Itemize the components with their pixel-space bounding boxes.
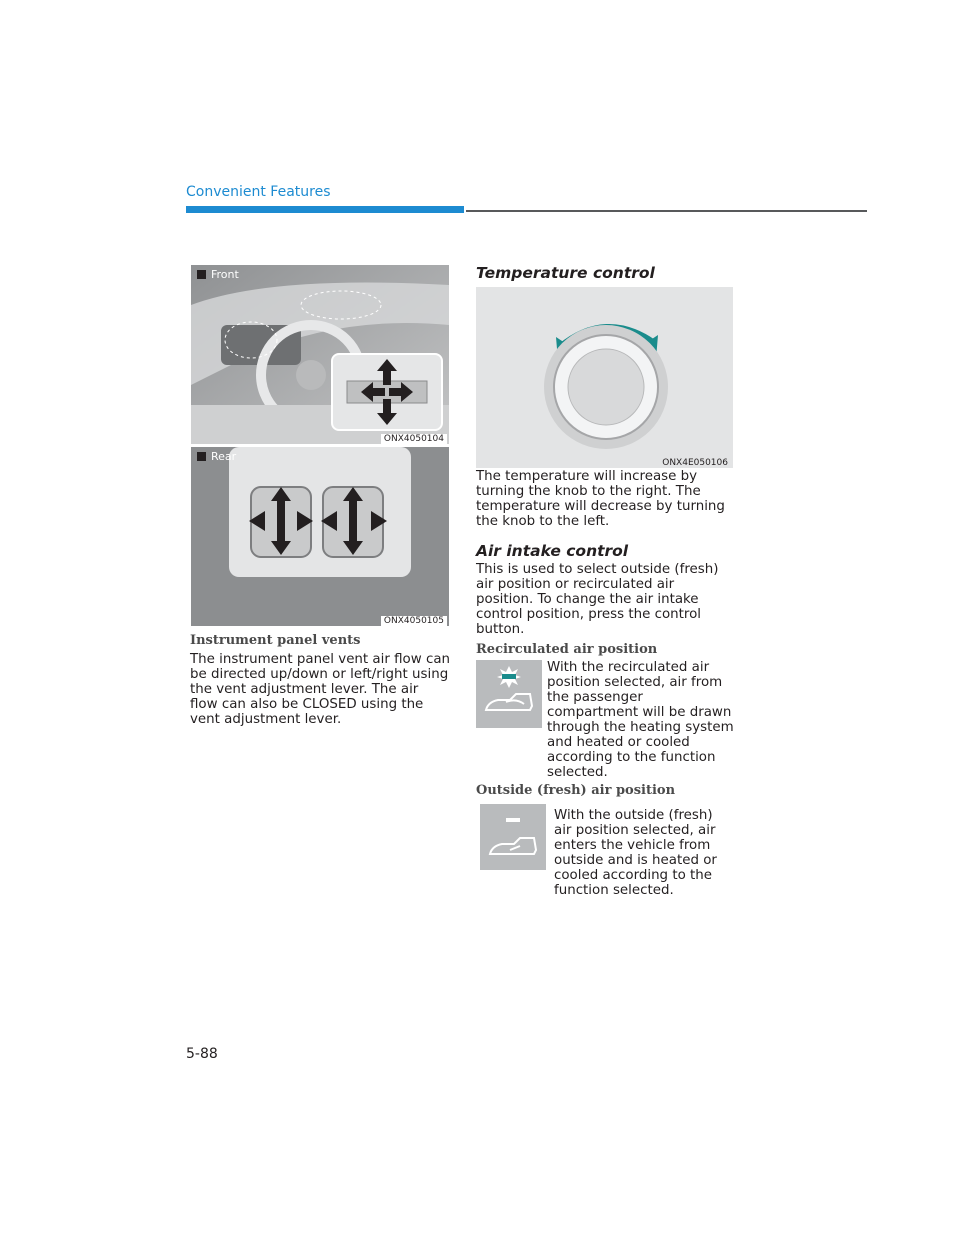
front-vent-figure [191, 265, 449, 444]
temperature-text: The temperature will increase by turning the knob to the right. The temperature will decrease by turning the knob to the left. [476, 469, 725, 529]
page-number: 5-88 [186, 1046, 218, 1062]
air-intake-text: This is used to select outside (fresh) air position or recirculated air position. To change the air intake control position, press the control button. [476, 562, 719, 637]
vents-heading: Instrument panel vents [190, 633, 361, 648]
air-intake-heading: Air intake control [476, 542, 629, 560]
bullet-square-icon [197, 270, 206, 279]
recirculation-car-icon [476, 660, 542, 728]
temperature-figure-code: ONX4E050106 [662, 458, 728, 468]
fresh-air-icon [480, 804, 546, 870]
front-figure-label: Front [197, 268, 239, 281]
recirculated-air-icon [476, 660, 542, 728]
fresh-air-heading: Outside (fresh) air position [476, 783, 676, 798]
fresh-air-text: With the outside (fresh) air position selected, air enters the vehicle from outside and is heated or cooled according to the function selected. [554, 808, 717, 898]
direction-arrows-icon [333, 355, 441, 429]
vents-text: The instrument panel vent air flow can be directed up/down or left/right using the vent adjustment lever. The air flow can also be CLOSED using the vent adjustment lever. [190, 652, 451, 727]
front-vent-inset [331, 353, 443, 431]
temperature-heading: Temperature control [476, 264, 655, 282]
header-rule [466, 210, 867, 212]
bullet-square-icon [197, 452, 206, 461]
fresh-air-car-icon [480, 804, 546, 870]
rear-vent-illustration [191, 447, 449, 626]
rear-figure-code: ONX4050105 [381, 616, 447, 626]
rear-vent-figure [191, 447, 449, 626]
front-figure-code: ONX4050104 [381, 434, 447, 444]
rear-figure-label: Rear [197, 450, 236, 463]
section-header: Convenient Features [186, 184, 331, 200]
temperature-knob-icon [476, 287, 733, 468]
recirculated-text: With the recirculated air position selected, air from the passenger compartment will be drawn through the heating system and heated or cooled according to the function selected. [547, 660, 734, 780]
temperature-figure [476, 287, 733, 468]
recirculated-heading: Recirculated air position [476, 642, 658, 657]
header-accent-bar [186, 206, 464, 213]
